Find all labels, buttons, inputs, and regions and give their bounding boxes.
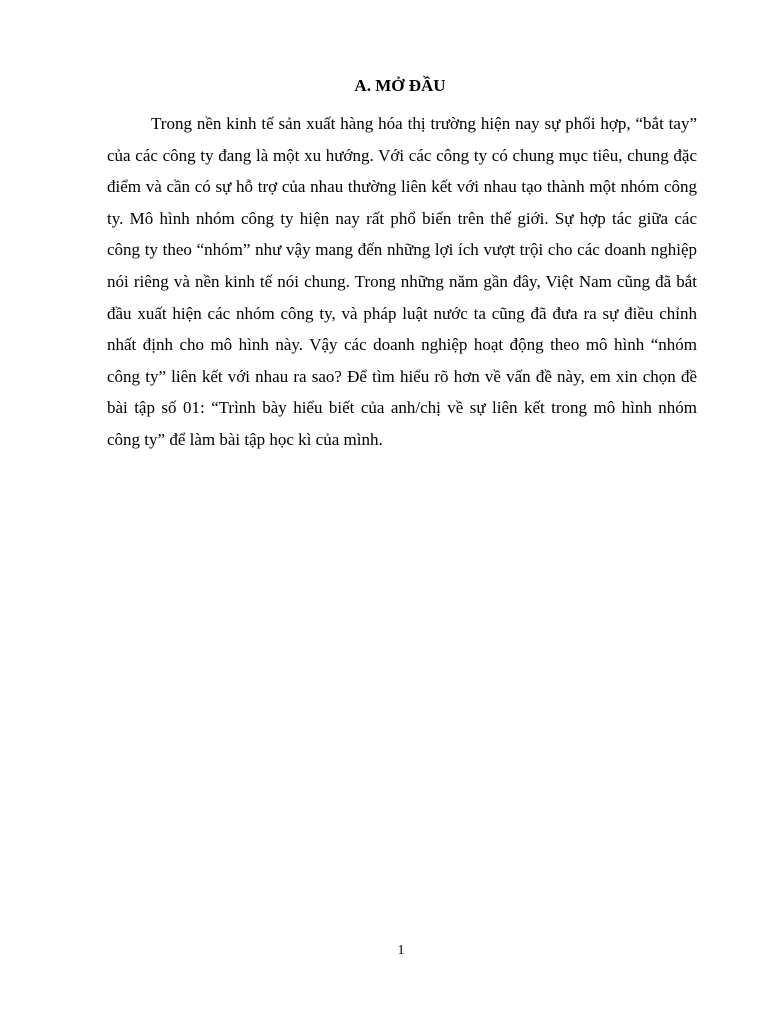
page-number: 1 [397, 943, 405, 958]
section-heading: A. MỞ ĐẦU [354, 76, 446, 95]
introduction-paragraph: Trong nền kinh tế sản xuất hàng hóa thị trường hiện nay sự phối hợp, “bắt tay” của các công ty đang là một xu hướng. Với các công ty có chung mục tiêu, chung đặc điểm và cần có sự hỗ trợ của nhau thường liên kết với nhau tạo thành một nhóm công ty. Mô hình nhóm công ty hiện nay rất phổ biến trên thế giới. Sự hợp tác giữa các công ty theo “nhóm” như vậy mang đến những lợi ích vượt trội cho các doanh nghiệp nói riêng và nền kinh tế nói chung. Trong những năm gần đây, Việt Nam cũng đã bắt đầu xuất hiện các nhóm công ty, và pháp luật nước ta cũng đã đưa ra sự điều chỉnh nhất định cho mô hình này. Vậy các doanh nghiệp hoạt động theo mô hình “nhóm công ty” liên kết với nhau ra sao? Để tìm hiểu rõ hơn về vấn đề này, em xin chọn đề bài tập số 01: “Trình bày hiểu biết của anh/chị về sự liên kết trong mô hình nhóm công ty” để làm bài tập học kì của mình. [107, 114, 697, 449]
